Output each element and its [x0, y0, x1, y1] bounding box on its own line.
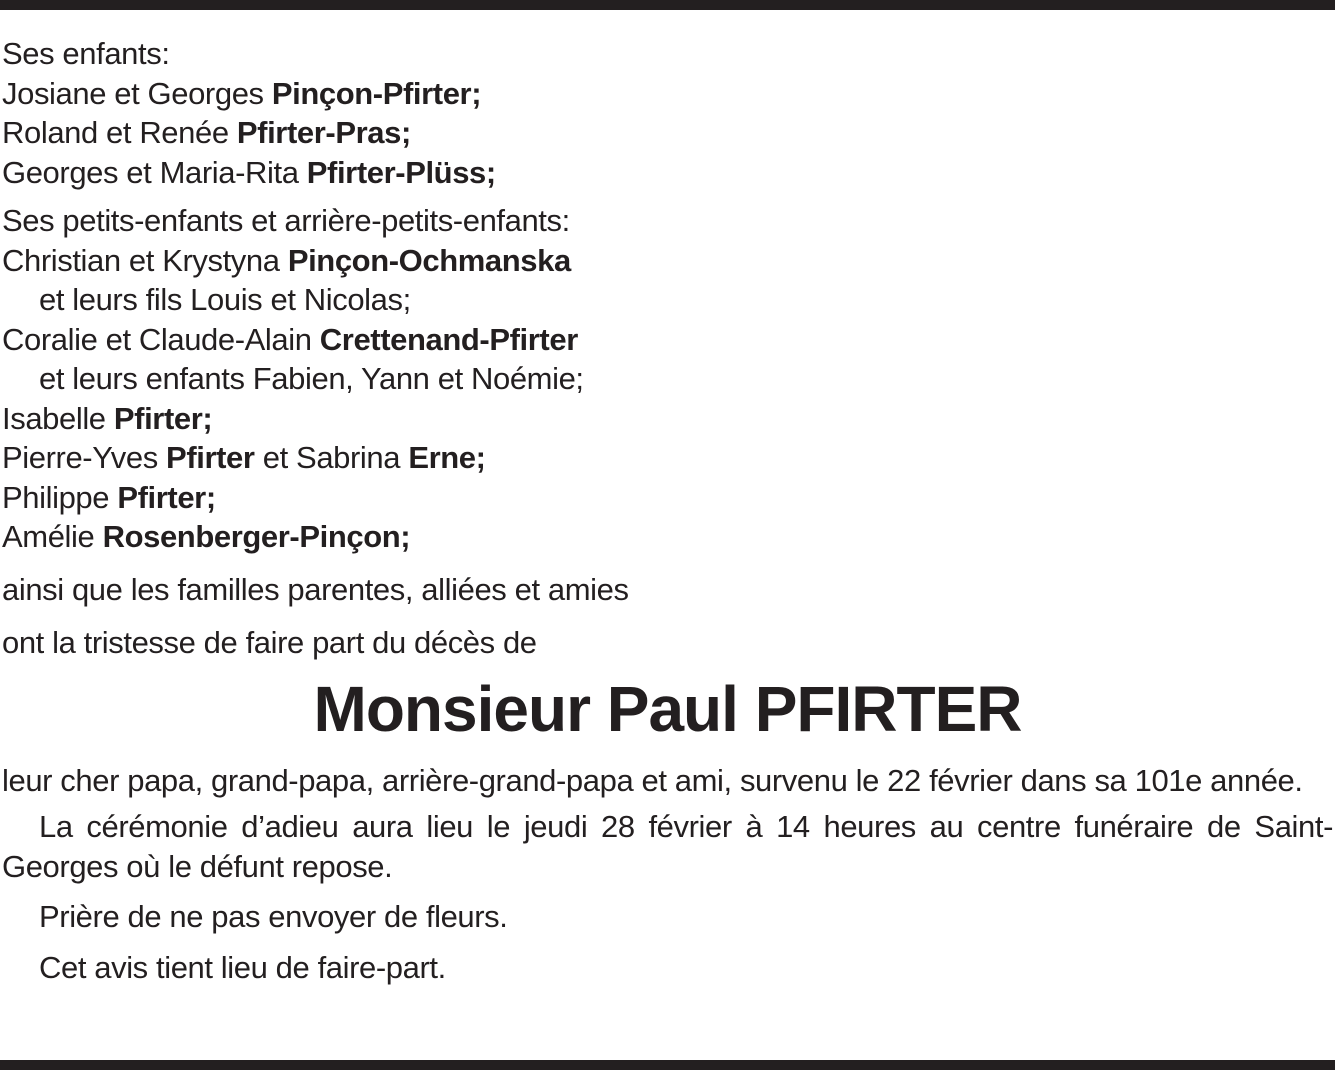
child-family-name: Pfirter-Pras;: [236, 115, 411, 150]
grandchild-family-name: Pfirter: [166, 440, 255, 475]
grandchild-line: [2, 478, 1333, 518]
child-family-name: Pinçon-Pfirter;: [271, 75, 482, 111]
grandchild-line: [2, 320, 1333, 360]
partner-connector: et Sabrina: [254, 440, 409, 475]
grandchild-family-name: Pinçon-Ochmanska: [287, 242, 571, 278]
child-line: [2, 74, 1333, 114]
announcement-line: ont la tristesse de faire part du décès de: [2, 625, 537, 660]
grandchild-first-names: Isabelle: [2, 400, 114, 436]
grandchild-family-name: Crettenand-Pfirter: [319, 321, 578, 357]
child-first-names: Georges et Maria-Rita: [2, 154, 307, 190]
grandchild-line: [2, 241, 1333, 281]
great-grandchildren-line: et leurs fils Louis et Nicolas;: [39, 282, 411, 317]
partner-family-name: Erne;: [408, 440, 486, 475]
grandchild-family-name: Rosenberger-Pinçon;: [102, 519, 411, 554]
grandchild-line: [2, 438, 1333, 478]
grandchild-line: [2, 399, 1333, 439]
grandchild-first-names: Christian et Krystyna: [2, 242, 288, 278]
children-heading: Ses enfants:: [2, 36, 170, 71]
grandchildren-heading: Ses petits-enfants et arrière-petits-enfants:: [2, 203, 570, 238]
ceremony-paragraph: La cérémonie d’adieu aura lieu le jeudi 28 février à 14 heures au centre funéraire de Saint-Georges où le défunt repose.: [2, 809, 1333, 884]
bottom-border-rule: [0, 1060, 1335, 1070]
faire-part-paragraph: Cet avis tient lieu de faire-part.: [39, 949, 446, 985]
grandchild-line: [2, 517, 1333, 557]
top-border-rule: [0, 0, 1335, 10]
families-line: ainsi que les familles parentes, alliées et amies: [2, 571, 629, 607]
deceased-name: Monsieur Paul PFIRTER: [313, 672, 1022, 745]
obituary-notice: [2, 34, 1333, 987]
child-line: [2, 113, 1333, 153]
flowers-paragraph: Prière de ne pas envoyer de fleurs.: [39, 899, 508, 934]
grandchild-first-names: Philippe: [2, 479, 118, 515]
child-first-names: Josiane et Georges: [2, 75, 272, 111]
notice-paragraph: leur cher papa, grand-papa, arrière-grand-papa et ami, survenu le 22 février dans sa 101e année.: [2, 762, 1303, 798]
grandchild-first-names: Pierre-Yves: [2, 440, 167, 475]
grandchild-family-name: Pfirter;: [113, 400, 213, 436]
grandchild-first-names: Coralie et Claude-Alain: [2, 321, 320, 357]
child-line: [2, 153, 1333, 193]
great-grandchildren-line: et leurs enfants Fabien, Yann et Noémie;: [39, 361, 584, 396]
child-family-name: Pfirter-Plüss;: [306, 154, 496, 190]
grandchild-first-names: Amélie: [2, 519, 103, 554]
child-first-names: Roland et Renée: [2, 115, 237, 150]
grandchild-family-name: Pfirter;: [117, 479, 216, 515]
